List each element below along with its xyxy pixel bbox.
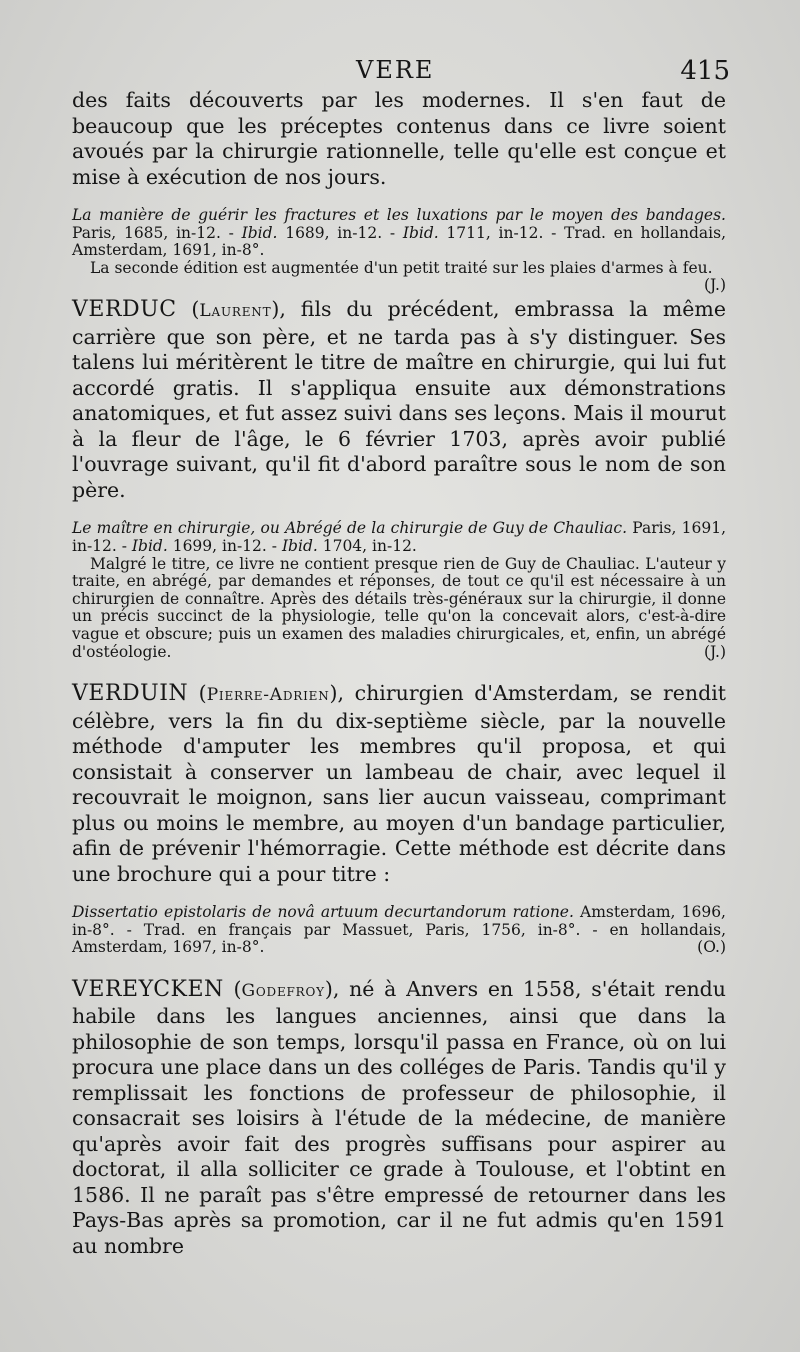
note-text: Malgré le titre, ce livre ne contient presque rien de Guy de Chauliac. L'auteur y traite, en abrégé, par demandes et réponses, de tout ce qu'il est nécessaire à un chirurgien de connaître. Après des détails très-généraux sur la chirurgie, il donne un précis succinct de la physiologie, telle qu'on la concevait alors, c'est-à-dire vague et obscure; puis un examen des maladies chirurgicales, et, enfin, un abrégé d'ostéologie.	[72, 554, 726, 661]
entry-vereycken: VEREYCKEN (Godefroy), né à Anvers en 1558, s'était rendu habile dans les langues anciennes, ainsi que dans la philosophie de son temps, lorsqu'il passa en France, où on lui procura une place dans un des colléges de Paris. Tandis qu'il y remplissait les fonctions de professeur de philosophie, il consacrait ses loisirs à l'étude de la médecine, de manière qu'après avoir fait des progrès suffisans pour aspirer au doctorat, il alla solliciter ce grade à Toulouse, et l'obtint en 1586. Il ne paraît pas s'être empressé de retourner dans les Pays-Bas après sa promotion, car il ne fut admis qu'en 1591 au nombre	[72, 976, 726, 1258]
entry-firstname: Godefroy	[241, 980, 325, 1001]
bibliography-note	[72, 258, 726, 295]
bibliography-title: Le maître en chirurgie, ou Abrégé de la chirurgie de Guy de Chauliac.	[72, 519, 628, 538]
page-text	[72, 88, 726, 1259]
continuation-paragraph: des faits découverts par les modernes. Il s'en faut de beaucoup que les préceptes contenus dans ce livre soient avoués par la chirurgie rationnelle, telle qu'elle est conçue et mise à exécution de nos jours.	[72, 88, 726, 189]
bibliography-reference	[72, 207, 726, 260]
bibliography-details: 1699, in-12. -	[167, 536, 282, 555]
entry-verduc: VERDUC (Laurent), fils du précédent, embrassa la même carrière que son père, et ne tarda pas à s'y distinguer. Ses talens lui méritèrent le titre de maître en chirurgie, qui lui fut accordé gratis. Il s'appliqua ensuite aux démonstrations anatomiques, et fut assez suivi dans ses leçons. Mais il mourut à la fleur de l'âge, le 6 février 1703, après avoir publié l'ouvrage suivant, qu'il fit d'abord paraître sous le nom de son père.	[72, 297, 726, 502]
bibliography-reference	[72, 520, 726, 555]
entry-headword: VERDUC	[72, 297, 177, 323]
running-head: VERE	[356, 56, 435, 84]
entry-text: , chirurgien d'Amsterdam, se rendit célèbre, vers la fin du dix-septième siècle, par la nouvelle méthode d'amputer les membres qu'il proposa, et qui consistait à conserver un lambeau de chair, avec lequel il recouvrait le moignon, sans lier aucun vaisseau, comprimant plus ou moins le membre, au moyen d'un bandage particulier, afin de prévenir l'hémorragie. Cette méthode est décrite dans une brochure qui a pour titre :	[72, 681, 726, 886]
bibliography-details: Paris, 1691, in-12. -	[72, 519, 727, 555]
entry-text: , né à Anvers en 1558, s'était rendu habile dans les langues anciennes, ainsi que dans la philosophie de son temps, lorsqu'il passa en France, où on lui procura une place dans un des colléges de Paris. Tandis qu'il y remplissait les fonctions de professeur de philosophie, il consacrait ses loisirs à l'étude de la médecine, de manière qu'après avoir fait des progrès suffisans pour aspirer au doctorat, il alla solliciter ce grade à Toulouse, et l'obtint en 1586. Il ne paraît pas s'être empressé de retourner dans les Pays-Bas après sa promotion, car il ne fut admis qu'en 1591 au nombre	[72, 976, 726, 1258]
bibliography-note	[72, 556, 726, 662]
bibliography-title: Dissertatio epistolaris de novâ artuum decurtandorum ratione.	[72, 903, 574, 922]
entry-headword: VEREYCKEN	[72, 976, 224, 1002]
bibliography-reference	[72, 904, 726, 957]
page-number: 415	[680, 56, 730, 86]
entry-text: , fils du précédent, embrassa la même carrière que son père, et ne tarda pas à s'y distinguer. Ses talens lui méritèrent le titre de maître en chirurgie, qui lui fut accordé gratis. Il s'appliqua ensuite aux démonstrations anatomiques, et fut assez suivi dans ses leçons. Mais il mourut à la fleur de l'âge, le 6 février 1703, après avoir publié l'ouvrage suivant, qu'il fit d'abord paraître sous le nom de son père.	[72, 297, 726, 502]
bibliography-title: La manière de guérir les fractures et les luxations par le moyen des bandages.	[72, 206, 726, 224]
bibliography-ibid: Ibid.	[281, 536, 318, 555]
bibliography-details: 1704, in-12.	[317, 536, 417, 555]
entry-firstname: Pierre-Adrien	[206, 685, 330, 706]
bibliography-details: Paris, 1685, in-12. -	[72, 223, 242, 242]
author-signature: (J.)	[703, 276, 726, 295]
entry-headword: VERDUIN	[72, 681, 189, 707]
author-signature: (J.)	[703, 642, 726, 661]
bibliography-details: 1689, in-12. -	[277, 223, 403, 242]
entry-firstname: Laurent	[199, 301, 272, 322]
bibliography-ibid: Ibid.	[402, 223, 439, 242]
note-text: La seconde édition est augmentée d'un petit traité sur les plaies d'armes à feu.	[90, 258, 713, 277]
bibliography-details: 1711, in-12. - Trad. en hollandais, Amsterdam, 1691, in-8°.	[72, 223, 726, 260]
bibliography-ibid: Ibid.	[131, 536, 168, 555]
bibliography-details: Amsterdam, 1696, in-8°. - Trad. en français par Massuet, Paris, 1756, in-8°. - en hollandais, Amsterdam, 1697, in-8°.	[72, 903, 726, 957]
page-header	[0, 56, 800, 92]
bibliography-ibid: Ibid.	[241, 223, 278, 242]
author-signature: (O.)	[697, 938, 726, 957]
entry-verduin: VERDUIN (Pierre-Adrien), chirurgien d'Amsterdam, se rendit célèbre, vers la fin du dix-septième siècle, par la nouvelle méthode d'amputer les membres qu'il proposa, et qui consistait à conserver un lambeau de chair, avec lequel il recouvrait le moignon, sans lier aucun vaisseau, comprimant plus ou moins le membre, au moyen d'un bandage particulier, afin de prévenir l'hémorragie. Cette méthode est décrite dans une brochure qui a pour titre :	[72, 681, 726, 886]
